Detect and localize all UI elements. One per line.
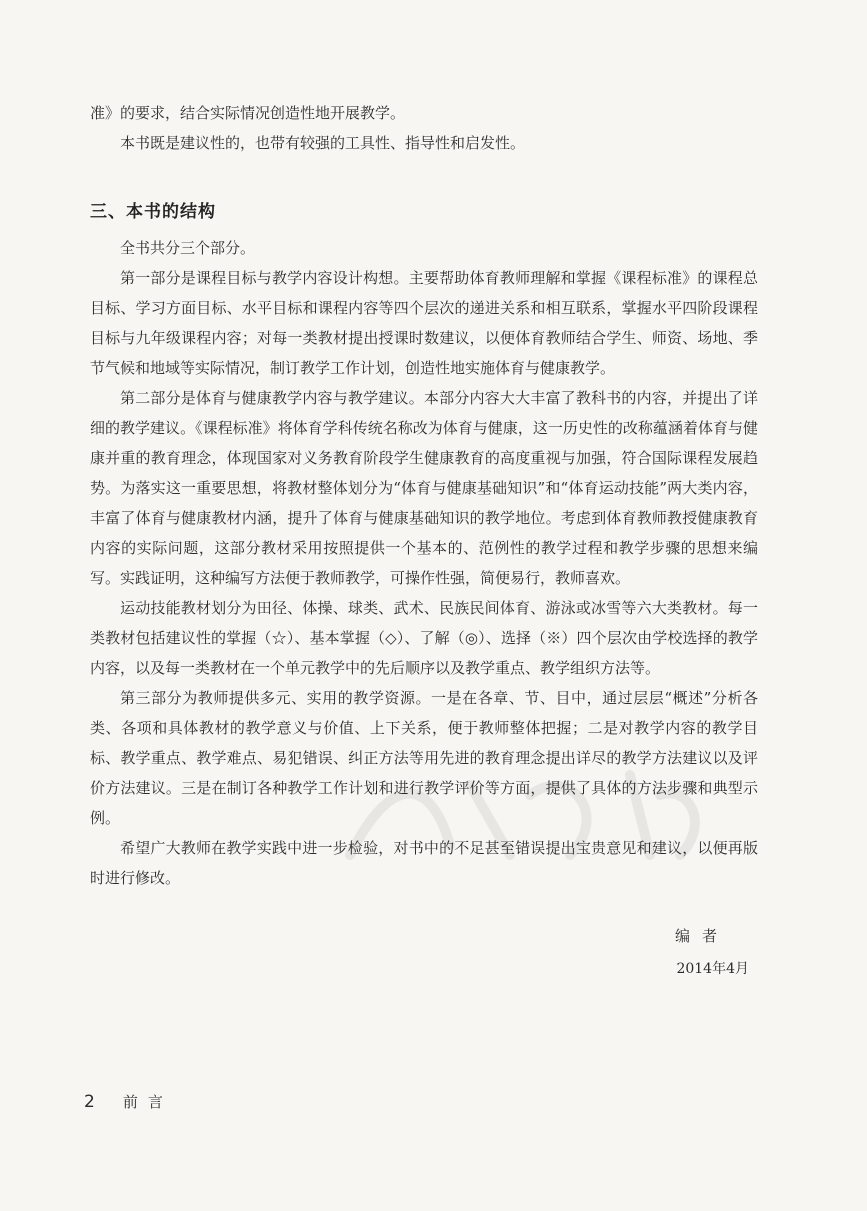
page-footer [84, 1091, 173, 1112]
section-body [90, 233, 758, 893]
paragraph-part-three: 第三部分为教师提供多元、实用的教学资源。一是在各章、节、目中，通过层层“概述”分析各类、各项和具体教材的教学意义与价值、上下关系，便于教师整体把握；二是对教学内容的教学目标、教学重点、教学难点、易犯错误、纠正方法等用先进的教育理念提出详尽的教学方法建议以及评价方法建议。三是在制订各种教学工作计划和进行教学评价等方面，提供了具体的方法步骤和典型示例。 [90, 689, 758, 827]
intro-block [90, 98, 758, 158]
running-title: 前言 [122, 1093, 173, 1111]
signature-date: 2014年4月 [676, 961, 749, 977]
section-heading: 三、本书的结构 [90, 202, 216, 222]
page-number: 2 [84, 1092, 95, 1112]
intro-statement: 本书既是建议性的，也带有较强的工具性、指导性和启发性。 [120, 134, 526, 152]
paragraph-motor-skills: 运动技能教材划分为田径、体操、球类、武术、民族民间体育、游泳或冰雪等六大类教材。每一类教材包括建议性的掌握（☆）、基本掌握（◇）、了解（◎）、选择（※）四个层次由学校选择的教学内容，以及每一类教材在一个单元教学中的先后顺序以及教学重点、教学组织方法等。 [90, 599, 758, 677]
paragraph-overview: 全书共分三个部分。 [120, 239, 256, 257]
paragraph-part-one: 第一部分是课程目标与教学内容设计构想。主要帮助体育教师理解和掌握《课程标准》的课程总目标、学习方面目标、水平目标和课程内容等四个层次的递进关系和相互联系，掌握水平四阶段课程目标与九年级课程内容；对每一类教材提出授课时数建议，以便体育教师结合学生、师资、场地、季节气候和地域等实际情况，制订教学工作计划，创造性地实施体育与健康教学。 [90, 269, 758, 377]
intro-continuation: 准》的要求，结合实际情况创造性地开展教学。 [90, 104, 406, 122]
paragraph-part-two: 第二部分是体育与健康教学内容与教学建议。本部分内容大大丰富了教科书的内容，并提出了详细的教学建议。《课程标准》将体育学科传统名称改为体育与健康，这一历史性的改称蕴涵着体育与健康并重的教育理念，体现国家对义务教育阶段学生健康教育的高度重视与加强，符合国际课程发展趋势。为落实这一重要思想，将教材整体划分为“体育与健康基础知识”和“体育运动技能”两大类内容，丰富了体育与健康教材内涵，提升了体育与健康基础知识的教学地位。考虑到体育教师教授健康教育内容的实际问题，这部分教材采用按照提供一个基本的、范例性的教学过程和教学步骤的思想来编写。实践证明，这种编写方法便于教师教学，可操作性强，简便易行，教师喜欢。 [90, 389, 758, 587]
paragraph-closing: 希望广大教师在教学实践中进一步检验，对书中的不足甚至错误提出宝贵意见和建议，以便再版时进行修改。 [90, 839, 758, 887]
author-signature: 编者 [674, 927, 729, 945]
